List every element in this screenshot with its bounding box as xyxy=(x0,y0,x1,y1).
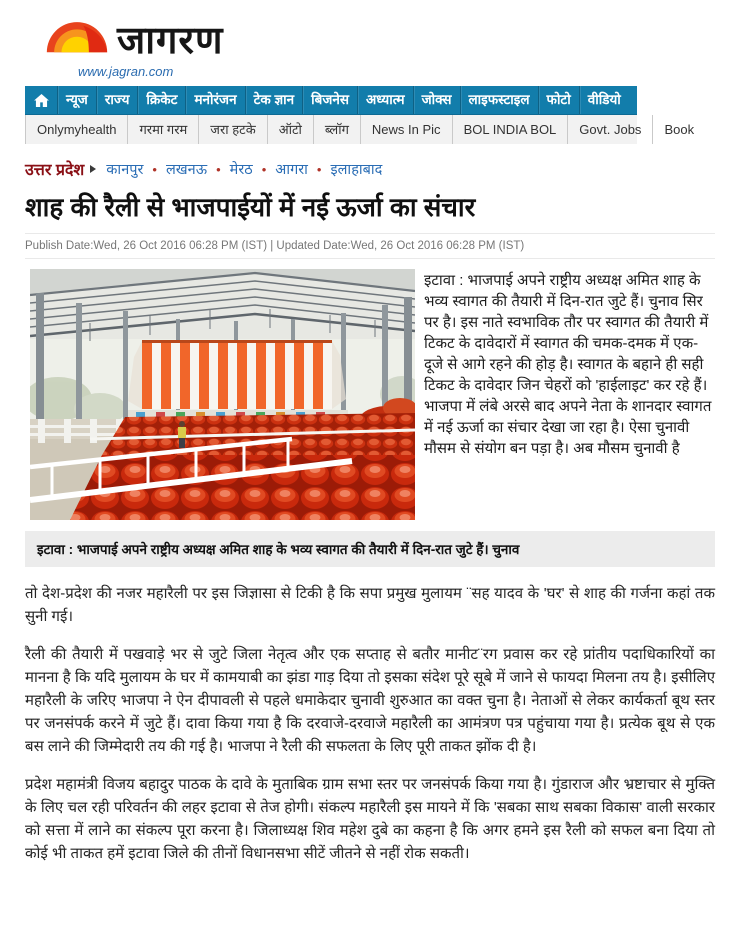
breadcrumb-arrow-icon xyxy=(90,165,96,173)
main-nav-item[interactable]: अध्यात्म xyxy=(357,86,413,114)
sub-nav-item[interactable]: Book xyxy=(652,115,705,144)
sub-nav-item[interactable]: Onlymyhealth xyxy=(25,115,127,144)
article-paragraph: प्रदेश महामंत्री विजय बहादुर पाठक के दावे के मुताबिक ग्राम सभा स्तर पर जनसंपर्क किया गया है। गुंडाराज और भ्रष्टाचार से मुक्ति के लिए चल रही परिवर्तन की लहर इटावा से तेज होगी। संकल्प महारैली इस मायने में कि 'सबका साथ सबका विकास' वाली सरकार को सत्ता में लाने का संकल्प पूरा करना है। जिलाध्यक्ष शिव महेश दुबे का कहना है कि अगर हमने इस रैली को सफल बना दिया तो कोई भी ताकत हमें इटावा जिले की तीनों विधानसभा सीटें जीतने से नहीं रोक सकती। xyxy=(25,775,715,862)
publish-date-line: Publish Date:Wed, 26 Oct 2016 06:28 PM (IST) | Updated Date:Wed, 26 Oct 2016 06:28 PM (IST) xyxy=(25,233,715,259)
article-body xyxy=(25,582,715,865)
main-nav-item[interactable]: बिजनेस xyxy=(302,86,357,114)
jagran-sun-icon xyxy=(45,13,109,60)
main-nav-item[interactable]: मनोरंजन xyxy=(185,86,244,114)
sub-nav-item[interactable]: ब्लॉग xyxy=(313,115,360,144)
breadcrumb-city-link[interactable]: • मेरठ xyxy=(207,159,253,179)
article-content xyxy=(0,158,734,865)
main-nav-item[interactable]: न्यूज xyxy=(57,86,96,114)
main-nav-item[interactable]: लाइफस्टाइल xyxy=(460,86,538,114)
main-nav-item[interactable]: राज्य xyxy=(96,86,138,114)
site-url: www.jagran.com xyxy=(78,64,174,79)
main-nav-item[interactable]: वीडियो xyxy=(579,86,629,114)
sub-nav-item[interactable]: जरा हटके xyxy=(198,115,266,144)
breadcrumb-city-link[interactable]: • इलाहाबाद xyxy=(308,159,382,179)
sub-nav-item[interactable]: BOL INDIA BOL xyxy=(452,115,568,144)
main-nav-item[interactable]: फोटो xyxy=(538,86,579,114)
rally-venue-red-chairs-photo xyxy=(30,269,415,520)
sub-nav-item[interactable]: News In Pic xyxy=(360,115,452,144)
breadcrumb-cities xyxy=(106,159,382,179)
page-title: शाह की रैली से भाजपाईयों में नई ऊर्जा का संचार xyxy=(25,192,476,222)
main-nav-item[interactable]: जोक्स xyxy=(413,86,460,114)
breadcrumb xyxy=(25,158,715,180)
article-intro: इटावा : भाजपाई अपने राष्ट्रीय अध्यक्ष अमित शाह के भव्य स्वागत की तैयारी में दिन-रात जुटे हैं। चुनाव सिर पर है। इस नाते स्वभाविक तौर पर स्वागत की तैयारी में टिकट के दावेदारों में स्वागत की चमक-दमक में एक-दूजे से आगे रहने की होड़ है। स्वागत के बहाने ही सही टिकट के दावेदार जिन चेहरों को 'हाईलाइट' कर रहे हैं। भाजपा में लंबे अरसे बाद अपने नेता के शानदार स्वागत में नई ऊर्जा का संचार देखा जा रहा है। ऐसा चुनावी मौसम से संयोग बन पड़ा है। अब मौसम चुनावी है xyxy=(424,271,712,457)
photo-caption: इटावा : भाजपाई अपने राष्ट्रीय अध्यक्ष अमित शाह के भव्य स्वागत की तैयारी में दिन-रात जुटे हैं। चुनाव xyxy=(25,531,715,567)
breadcrumb-city-link[interactable]: • आगरा xyxy=(253,159,308,179)
logo-text: जागरण xyxy=(117,20,224,62)
article-paragraph: तो देश-प्रदेश की नजर महारैली पर इस जिज्ञासा से टिकी है कि सपा प्रमुख मुलायम ¨सह यादव के 'घर' से शाह की गर्जना कहां तक सुनी गई। xyxy=(25,584,715,625)
sub-nav-item[interactable]: गरमा गरम xyxy=(127,115,198,144)
home-icon[interactable] xyxy=(25,86,57,114)
article-top xyxy=(25,269,715,520)
main-nav xyxy=(25,86,637,115)
breadcrumb-city-link[interactable]: कानपुर xyxy=(106,162,144,178)
site-header xyxy=(0,0,734,86)
sub-nav xyxy=(25,115,695,144)
main-nav-item[interactable]: टेक ज्ञान xyxy=(245,86,303,114)
main-nav-items xyxy=(57,86,629,114)
main-nav-item[interactable]: क्रिकेट xyxy=(137,86,185,114)
sub-nav-item[interactable]: Govt. Jobs xyxy=(567,115,652,144)
breadcrumb-city-link[interactable]: • लखनऊ xyxy=(143,159,207,179)
breadcrumb-section[interactable]: उत्तर प्रदेश xyxy=(25,162,85,179)
photo-stage-tent xyxy=(128,340,346,409)
photo-person xyxy=(178,421,186,448)
sub-nav-item[interactable]: ऑटो xyxy=(267,115,313,144)
article-paragraph: रैली की तैयारी में पखवाड़े भर से जुटे जिला नेतृत्व और एक सप्ताह से बतौर मानीट¨रग प्रवास कर रहे प्रांतीय पदाधिकारियों का मानना है कि यदि मुलायम के घर में कामयाबी का झंडा गाड़ दिया तो इसका संदेश पूरे सूबे में जाने से फायदा मिलना तय है। इसीलिए महारैली के जरिए भाजपा ने ऐन दीपावली से पहले धमाकेदार चुनावी शुरुआत का वक्त चुना है। नेताओं से लेकर कार्यकर्ता बूथ स्तर पर जनसंपर्क करने में जुटे हैं। दावा किया गया है कि दरवाजे-दरवाजे महारैली का आमंत्रण पत्र पहुंचाया गया है। प्रत्येक बूथ से एक बस लाने की जिम्मेदारी तय की गई है। भाजपा ने रैली की सफलता के लिए पूरी ताकत झोंक दी है। xyxy=(25,645,715,755)
site-logo[interactable] xyxy=(45,13,734,60)
